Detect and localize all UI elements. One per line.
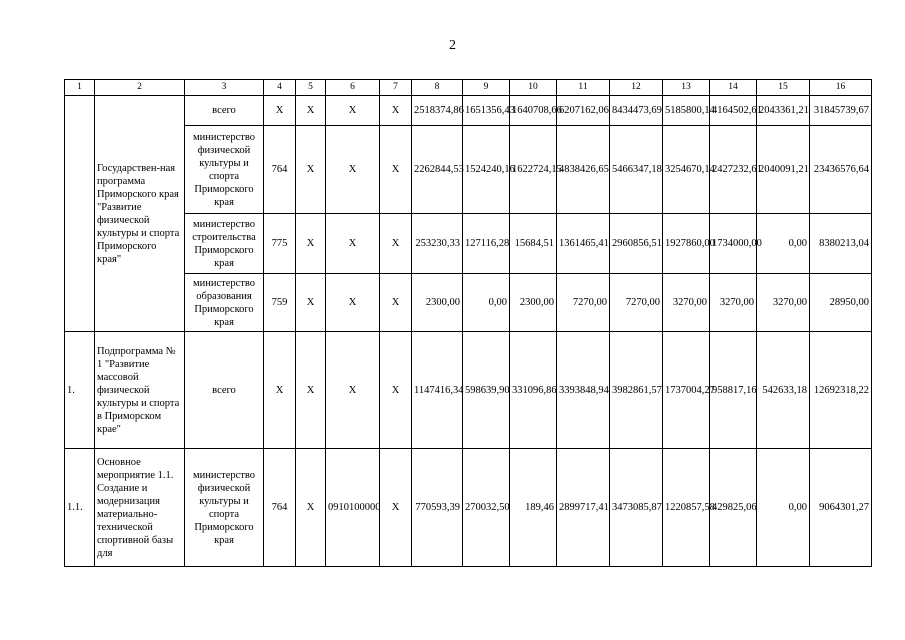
- code-cell: X: [380, 96, 412, 126]
- table-row: [65, 126, 872, 214]
- budget-table: [64, 79, 872, 567]
- value-cell: 2043361,21: [757, 96, 810, 126]
- value-cell: 770593,39: [412, 449, 463, 567]
- table-row: [65, 274, 872, 332]
- value-cell: 598639,90: [463, 332, 510, 449]
- code-cell: X: [296, 214, 326, 274]
- value-cell: 28950,00: [810, 274, 872, 332]
- value-cell: 1524240,16: [463, 126, 510, 214]
- value-cell: 1361465,41: [557, 214, 610, 274]
- column-header: 13: [663, 80, 710, 96]
- code-cell: X: [264, 332, 296, 449]
- value-cell: 2960856,51: [610, 214, 663, 274]
- code-cell: X: [326, 214, 380, 274]
- value-cell: 15684,51: [510, 214, 557, 274]
- executor-cell: всего: [185, 332, 264, 449]
- column-header: 1: [65, 80, 95, 96]
- value-cell: 1622724,15: [510, 126, 557, 214]
- code-cell: X: [296, 332, 326, 449]
- value-cell: 6207162,06: [557, 96, 610, 126]
- code-cell: X: [380, 126, 412, 214]
- value-cell: 9064301,27: [810, 449, 872, 567]
- value-cell: 1640708,66: [510, 96, 557, 126]
- code-cell: X: [296, 126, 326, 214]
- column-header: 16: [810, 80, 872, 96]
- column-header: 10: [510, 80, 557, 96]
- column-header: 14: [710, 80, 757, 96]
- value-cell: 0,00: [757, 449, 810, 567]
- value-cell: 8380213,04: [810, 214, 872, 274]
- row-number: [65, 96, 95, 332]
- value-cell: 1651356,43: [463, 96, 510, 126]
- value-cell: 7270,00: [557, 274, 610, 332]
- value-cell: 3270,00: [757, 274, 810, 332]
- value-cell: 1734000,00: [710, 214, 757, 274]
- code-cell: X: [326, 96, 380, 126]
- value-cell: 2262844,53: [412, 126, 463, 214]
- column-header: 5: [296, 80, 326, 96]
- code-cell: X: [380, 449, 412, 567]
- value-cell: 253230,33: [412, 214, 463, 274]
- value-cell: 2427232,61: [710, 126, 757, 214]
- column-header: 11: [557, 80, 610, 96]
- value-cell: 3270,00: [710, 274, 757, 332]
- table-row: [65, 214, 872, 274]
- column-header: 2: [95, 80, 185, 96]
- code-cell: X: [380, 332, 412, 449]
- value-cell: 4838426,65: [557, 126, 610, 214]
- table-row: [65, 332, 872, 449]
- column-header: 7: [380, 80, 412, 96]
- code-cell: 764: [264, 449, 296, 567]
- value-cell: 5185800,14: [663, 96, 710, 126]
- program-name: Государствен-ная программа Приморского края "Развитие физической культуры и спорта Приморского края": [95, 96, 185, 332]
- value-cell: 2899717,41: [557, 449, 610, 567]
- value-cell: 7270,00: [610, 274, 663, 332]
- code-cell: X: [326, 126, 380, 214]
- subprogram-name: Подпрограмма № 1 "Развитие массовой физической культуры и спорта в Приморском крае": [95, 332, 185, 449]
- column-header: 15: [757, 80, 810, 96]
- value-cell: 3393848,94: [557, 332, 610, 449]
- value-cell: 0,00: [757, 214, 810, 274]
- code-cell: X: [296, 449, 326, 567]
- value-cell: 3473085,87: [610, 449, 663, 567]
- value-cell: 429825,06: [710, 449, 757, 567]
- executor-cell: министерство образования Приморского края: [185, 274, 264, 332]
- value-cell: 2300,00: [510, 274, 557, 332]
- column-header: 12: [610, 80, 663, 96]
- code-cell: 0910100000: [326, 449, 380, 567]
- code-cell: X: [296, 274, 326, 332]
- measure-name: Основное мероприятие 1.1. Создание и модернизация материально-технической спортивной базы для: [95, 449, 185, 567]
- value-cell: 189,46: [510, 449, 557, 567]
- column-header: 9: [463, 80, 510, 96]
- value-cell: 3982861,57: [610, 332, 663, 449]
- code-cell: 759: [264, 274, 296, 332]
- value-cell: 2518374,86: [412, 96, 463, 126]
- executor-cell: министерство строительства Приморского края: [185, 214, 264, 274]
- code-cell: 775: [264, 214, 296, 274]
- column-header: 3: [185, 80, 264, 96]
- value-cell: 5466347,18: [610, 126, 663, 214]
- row-number: 1.: [65, 332, 95, 449]
- value-cell: 0,00: [463, 274, 510, 332]
- value-cell: 1927860,00: [663, 214, 710, 274]
- value-cell: 2300,00: [412, 274, 463, 332]
- value-cell: 542633,18: [757, 332, 810, 449]
- value-cell: 12692318,22: [810, 332, 872, 449]
- code-cell: X: [264, 96, 296, 126]
- value-cell: 1147416,34: [412, 332, 463, 449]
- column-header: 4: [264, 80, 296, 96]
- value-cell: 1220857,58: [663, 449, 710, 567]
- value-cell: 958817,16: [710, 332, 757, 449]
- value-cell: 270032,50: [463, 449, 510, 567]
- table-body: [65, 80, 872, 567]
- value-cell: 8434473,69: [610, 96, 663, 126]
- header-row: [65, 80, 872, 96]
- code-cell: X: [326, 332, 380, 449]
- code-cell: X: [296, 96, 326, 126]
- code-cell: X: [380, 274, 412, 332]
- column-header: 8: [412, 80, 463, 96]
- table-row: [65, 449, 872, 567]
- executor-cell: всего: [185, 96, 264, 126]
- code-cell: 764: [264, 126, 296, 214]
- value-cell: 127116,28: [463, 214, 510, 274]
- value-cell: 23436576,64: [810, 126, 872, 214]
- page-number: 2: [449, 38, 456, 53]
- table-row: [65, 96, 872, 126]
- value-cell: 4164502,61: [710, 96, 757, 126]
- column-header: 6: [326, 80, 380, 96]
- value-cell: 3254670,14: [663, 126, 710, 214]
- executor-cell: министерство физической культуры и спорта Приморского края: [185, 449, 264, 567]
- value-cell: 2040091,21: [757, 126, 810, 214]
- value-cell: 3270,00: [663, 274, 710, 332]
- value-cell: 331096,86: [510, 332, 557, 449]
- value-cell: 1737004,27: [663, 332, 710, 449]
- executor-cell: министерство физической культуры и спорта Приморского края: [185, 126, 264, 214]
- value-cell: 31845739,67: [810, 96, 872, 126]
- code-cell: X: [380, 214, 412, 274]
- row-number: 1.1.: [65, 449, 95, 567]
- code-cell: X: [326, 274, 380, 332]
